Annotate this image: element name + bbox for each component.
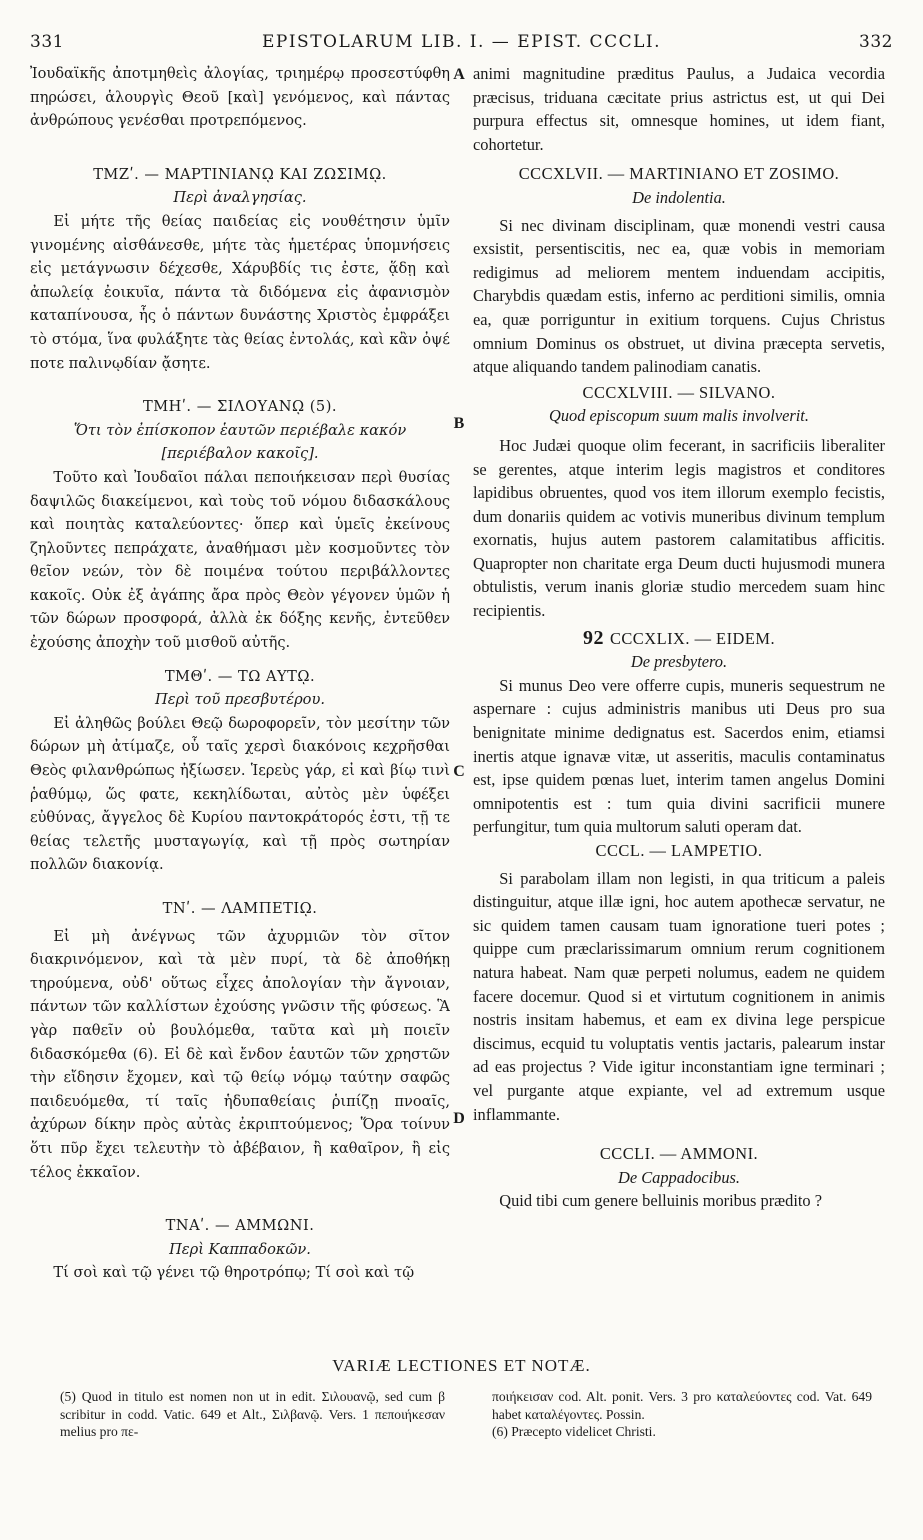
greek-letter-348-subtitle: Ὅτι τὸν ἐπίσκοπον ἑαυτῶν περιέβαλε κακόν [περιέβαλον κακοῖς]. [73, 421, 407, 463]
latin-letter-347-text: Si nec divinam disciplinam, quæ monendi vestri causa exsistit, persentiscitis, nec ea, quæ vobis in memoriam redigimus ad meliorem mentem induendam accipitis, Charybdis quædam estis, inferno ac perditioni similis, omnia ea, quæ porriguntur in exitium torquens. Cujus Christus omnium Dominus os obstruet, ut divina præcepta servetis, atque aliquando tandem palinodiam canatis. [473, 215, 885, 377]
greek-letter-347-title: ΤΜΖʹ. — ΜΑΡΤΙΝΙΑΝῼ ΚΑΙ ΖΩΣΙΜῼ. [93, 165, 387, 183]
latin-letter-347-title: CCCXLVII. — MARTINIANO ET ZOSIMO. [518, 164, 840, 184]
latin-letter-348-text: Hoc Judæi quoque olim fecerant, in sacrificiis liberaliter se gerentes, atque interim legis magistros et conditores lapidibus obruentes, quod vos item illorum exemplo fecistis, dum donariis quidem ac votivis muneribus divinum templum exornatis, hujus autem pastorem calamitatibus afficitis. Quapropter non charitate erga Deum ducti hujusmodi munera obtulistis, verum inanis gloriæ studio mercedem suam hinc recipientis. [473, 435, 885, 621]
latin-letter-351-text: Quid tibi cum genere belluinis moribus prædito ? [499, 1191, 822, 1211]
greek-letter-350-text: Εἰ μὴ ἀνέγνως τῶν ἀχυρμιῶν τὸν σῖτον διακρινόμενον, καὶ τὰ μὲν πυρί, τὰ δὲ ἀποθήκῃ τηρούμενα, οὐδ' οὕτως εἶχες ἀπολογίαν τὴν ἄγνοιαν, πάντων τῶν καλλίστων ἐχούσης γνῶσιν τῆς φύσεως. Ἃ γὰρ παθεῖν οὐ βουλόμεθα, ταῦτα καὶ μὴ ποιεῖν διδασκόμεθα (6). Εἰ δὲ καὶ ἔνδον ἑαυτῶν τῶν χρηστῶν τὴν εἴδησιν ἔχομεν, καὶ τῷ θείῳ νόμῳ ταύτην σαφῶς παιδευόμεθα, τί ταῖς ἡδυπαθείαις ῥιπίζῃ πνοαῖς, ἀχύρων δίκην πρὸς αὐτὰς ἐκριπτούμενος; Ὅρα τοίνυν ὅτι πῦρ ἔχει τελευτὴν τὸ ἀβέβαιον, ἢ καθαῖρον, ἢ εἰς τέλος ἐκκαῖον. [30, 927, 450, 1181]
note-6: (6) Præcepto videlicet Christi. [492, 1424, 656, 1439]
running-title: EPISTOLARUM LIB. I. — EPIST. CCCLI. [261, 32, 661, 52]
latin-letter-350-text: Si parabolam illam non legisti, in qua triticum a paleis distinguitur, atque illæ igni, hoc autem apothecæ servatur, ne sic quidem tamen causam tuam ignoratione tueri potes ; quippe cum præclarissimarum omnium rerum cognitionem natura habeat. Nam quæ perpeti nolumus, eadem ne quidem facere docemur. Quod si et virtutum cognitionem in animis nostris insitam habemus, et eam ex divina lege perspicue discimus, ecquid tu voluptatis ventis jactaris, palearum instar ad eas projectus ? Vide igitur inconstantiam igne terminari ; vel purgante atque expiante, vel ad extremum usque inflammante. [473, 868, 885, 1124]
greek-letter-350-title: ΤΝʹ. — ΛΑΜΠΕΤΙῼ. [162, 900, 318, 917]
latin-letter-351-subtitle: De Cappadocibus. [617, 1167, 740, 1187]
running-header [30, 32, 893, 54]
note-5-continued: ποιήκεισαν cod. Alt. ponit. Vers. 3 pro καταλεύοντες cod. Vat. 649 habet καταλέγοντες. Possin. [492, 1389, 872, 1422]
margin-letter-c: C [453, 763, 465, 780]
greek-letter-349-title: ΤΜΘʹ. — ΤΩ ΑΥΤῼ. [164, 667, 316, 685]
notes-right-column [492, 1388, 872, 1458]
greek-letter-347-text: Εἰ μήτε τῆς θείας παιδείας εἰς νουθέτησιν ὑμῖν γινομένης αἰσθάνεσθε, μήτε τὰς ἡμετέρας ὑπομνήσεις εἰς μετάγνωσιν δέχεσθε, Χάρυβδίς τις ἐστε, ᾅδῃ καὶ ἀπωλείᾳ ἐοικυῖα, πάντα τὰ διδόμενα εἰς ἀφανισμὸν καταπίνουσα, ἧς ὁ πάντων δυνάστης Χριστὸς ἐμφράξει τὸ στόμα, ἵνα φυλάξητε τὰς θείας ἐντολάς, καὶ κἂν ὀψέ ποτε παλινῳδίαν ᾄσητε. [30, 212, 450, 372]
notes-heading: VARIÆ LECTIONES ET NOTÆ. [332, 1356, 591, 1375]
column-number: 92 [582, 626, 604, 649]
latin-letter-347-subtitle: De indolentia. [632, 187, 726, 207]
greek-letter-349-subtitle: Περὶ τοῦ πρεσβυτέρου. [155, 691, 325, 709]
margin-letter-a: A [453, 66, 465, 83]
greek-letter-351-title: ΤΝΑʹ. — ΑΜΜΩΝΙ. [165, 1217, 315, 1235]
latin-letter-349-text: Si munus Deo vere offerre cupis, muneris sequestrum ne aspernare : cujus administris manibus uti Deus pro sua benignitate minime dedignatus est. Sacerdos enim, etiamsi inertis atque ignavæ vitæ, ut asseritis, maculis contaminatus est, ipse quidem pœnas luet, interim tamen angelus Domini omnipotentis est : tum quia divini sacrificii munere perfungitur, tum quia multorum saluti operam dat. [473, 675, 885, 837]
greek-letter-351-text: Τί σοὶ καὶ τῷ γένει τῷ θηροτρόπῳ; Τί σοὶ καὶ τῷ [53, 1264, 415, 1282]
greek-letter-348-text: Τοῦτο καὶ Ἰουδαῖοι πάλαι πεποιήκεισαν περὶ θυσίας δαψιλῶς διακείμενοι, καὶ τοὺς τοῦ νόμου διδασκάλους καὶ ποιητὰς καταλεύοντες· ὅπερ καὶ ὑμεῖς ἐκείνους ζηλοῦντες πεπράχατε, ἀναθήμασι μὲν κοσμοῦντες τὸν θεῖον νεών, τὸν δὲ ποιμένα τούτου περιβάλλοντες κακοῖς. Οὐκ ἐξ ἀγάπης ἄρα πρὸς Θεὸν γέγονεν ὑμῶν ἡ τῶν δώρων προσφορά, ἀλλὰ ἐκ δόξης κενῆς, ἐντεῦθεν ἐχούσης ἀποχὴν τοῦ μισθοῦ αὐτῆς. [30, 468, 450, 652]
greek-column [30, 62, 450, 1347]
page-number-right: 332 [859, 32, 893, 52]
greek-letter-347-subtitle: Περὶ ἀναλγησίας. [173, 189, 307, 207]
latin-letter-349-subtitle: De presbytero. [630, 652, 728, 672]
notes-left-column [60, 1388, 445, 1458]
greek-continuation: Ἰουδαϊκῆς ἀποτμηθεὶς ἀλογίας, τριημέρῳ προσεστύφθη πηρώσει, ἁλουργὶς Θεοῦ [καὶ] γενόμενος, καὶ πάντας ἀνθρώπους γενέσθαι προτρεπόμενος. [30, 65, 450, 130]
latin-letter-349-heading [473, 627, 885, 651]
latin-continuation: animi magnitudine præditus Paulus, a Judaica vecordia præcisus, triduana cæcitate prius astrictus est, ut qui Dei purpura effectus sit, omnesque homines, ut idem fiant, cohortetur. [473, 64, 885, 154]
page-number-left: 331 [30, 32, 64, 52]
latin-letter-349-title: CCCXLIX. — EIDEM. [609, 628, 776, 648]
greek-letter-348-title: ΤΜΗʹ. — ΣΙΛΟΥΑΝῼ (5). [142, 398, 338, 416]
latin-letter-350-title: CCCL. — LAMPETIO. [595, 841, 763, 860]
note-5: (5) Quod in titulo est nomen non ut in edit. Σιλουανῷ, sed cum β scribitur in codd. Vatic. 649 et Alt., Σιλβανῷ. Vers. 1 πεποιήκεσαν melius pro πε- [60, 1389, 445, 1439]
greek-letter-351-subtitle: Περὶ Καππαδοκῶν. [169, 1240, 311, 1258]
latin-letter-351-title: CCCLI. — AMMONI. [599, 1144, 759, 1164]
latin-letter-348-title: CCCXLVIII. — SILVANO. [582, 382, 776, 402]
margin-letter-d: D [453, 1110, 465, 1127]
greek-letter-349-text: Εἰ ἀληθῶς βούλει Θεῷ δωροφορεῖν, τὸν μεσίτην τῶν δώρων μὴ ἀτίμαζε, οὗ ταῖς χερσὶ διακόνοις κεχρῆσθαι Θεὸς φιλανθρώπως ἠξίωσεν. Ἱερεὺς γάρ, εἰ καὶ βίῳ τινὶ ῥαθύμῳ, ὥς φατε, κεκηλίδωται, αὐτὸς μὲν ὑφέξει εὐθύνας, ἄγγελος δὲ Κυρίου παντοκράτορός ἐστι, τῇ τε θείας τελετῆς μυσταγωγίᾳ, καὶ τῇ πρὸς σωτηρίαν πολλῶν διακονίᾳ. [30, 714, 450, 874]
latin-letter-348-subtitle: Quod episcopum suum malis involverit. [549, 406, 809, 426]
latin-column [473, 62, 885, 1347]
margin-letter-b: B [453, 415, 465, 432]
